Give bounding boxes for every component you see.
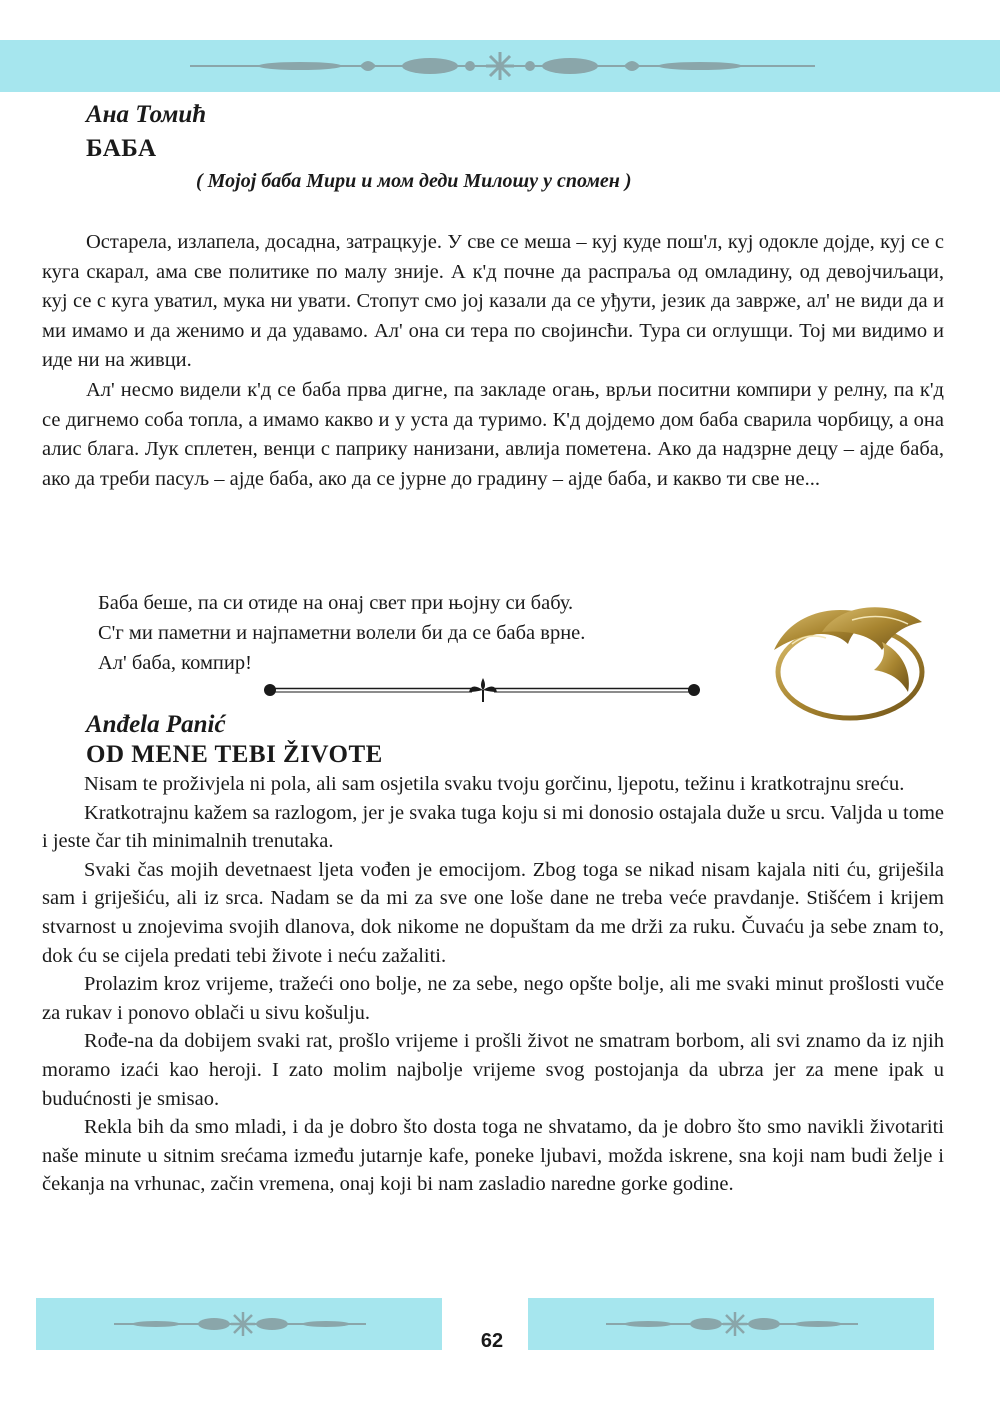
poem1-verses [98,588,778,678]
fleur-divider-icon [262,676,704,704]
poem2-paragraph: Rekla bih da smo mladi, i da je dobro što dosta toga ne shvatamo, da je dobro što smo navikli životariti naše minute u sitnim srećama između jutarnje kafe, poneke ljubavi, možda iskrene, sna koji nam budi želje i čekanja na vrhunac, začin vremena, onaj koji bi nam zasladio naredne gorke godine. [42,1116,944,1196]
footer-band-left [36,1298,442,1350]
poem1-paragraph: Остарела, излапела, досадна, затрацкује. У све се меша – куј куде пош'л, куј одокле дојде, куј се с куга скарал, ама све политике по малу зније. А к'д почне да распраља од омладину, од девојчиљаци, куј се с куга уватил, мука ни увати. Стопут смо јој казали да се уђути, језик да заврже, ал' не види да и ми имамо и да женимо и да удавамо. Ал' она си тера по својинсћи. Тура си оглушци. Тој ми видимо и иде ни на живци. [42,231,944,372]
poem1-paragraph: Ал' несмо видели к'д се баба прва дигне, па закладе огањ, врљи поситни компири у релну, па к'д се дигнемо соба топла, а имамо какво и у уста да туримо. К'д дојдемо дом баба сварила чорбицу, а она алис блага. Лук сплетен, венци с паприку нанизани, авлија пометена. Ако да надзрне децу – ајде баба, ако да треби пасуљ – ајде баба, ако да се јурне до градину – ајде баба, и какво ти све не... [42,378,944,490]
verse-line: Баба беше, па си отиде на онај свет при њојну си бабу. [98,592,574,614]
poem1-author: Ана Томић [86,101,207,128]
verse-line: С'г ми паметни и најпаметни волели би да се баба врне. [98,622,586,644]
poem2-title: OD MENE TEBI ŽIVOTE [86,741,383,768]
poem2-paragraph: Kratkotrajnu kažem sa razlogom, jer je svaka tuga koju si mi donosio ostajala duže u srcu. Valjda u tome i jeste čar tih minimalnih trenutaka. [42,801,944,853]
poem1-title: БАБА [86,135,157,162]
poem1-body [42,228,944,494]
poem2-paragraph: Nisam te proživjela ni pola, ali sam osjetila svaku tvoju gorčinu, ljepotu, težinu i kratkotrajnu sreću. [84,773,905,795]
verse-line: Ал' баба, компир! [98,652,252,674]
poem2-paragraph: Svaki čas mojih devetnaest ljeta vođen je emocijom. Zbog toga se nikad nisam kajala niti ću, griješila sam i griješiću, ali iz srca. Nadam se da mi za sve one loše dane ne treba veće pravdanje. Stišćem i krijem stvarnost u znojevima svojih dlanova, dok nikome ne dopuštam da me drži za ruku. Čuvaću ja sebe znam to, dok ću se cijela predati tebi živote i neću zažaliti. [42,858,944,967]
poem1-dedication: ( Мојој баба Мири и мом деди Милошу у спомен ) [196,170,632,192]
poem2-body [42,770,944,1199]
poem2-paragraph: Prolazim kroz vrijeme, tražeći ono bolje, ne za sebe, nego opšte bolje, ali me svaki minut prošlosti vuče za rukav i ponovo oblači u sivu košulju. [42,973,944,1024]
footer-band-right [528,1298,934,1350]
poem2-paragraph: Rođe-na da dobijem svaki rat, prošlo vrijeme i prošli život ne smatram borbom, ali svi znamo da iz njih moramo izaći kao heroji. I zato molim najbolje vrijeme svog postojanja da ubrza jer za mene ipak u budućnosti je smisao. [42,1030,944,1110]
scroll-ornament-icon [0,40,1000,92]
page-number: 62 [480,1330,504,1352]
poem2-author: Anđela Panić [86,711,226,738]
scroll-ornament-icon [36,1298,442,1350]
header-band [0,40,1000,92]
scroll-ornament-icon [528,1298,934,1350]
gold-leaf-wreath-icon [762,592,934,722]
